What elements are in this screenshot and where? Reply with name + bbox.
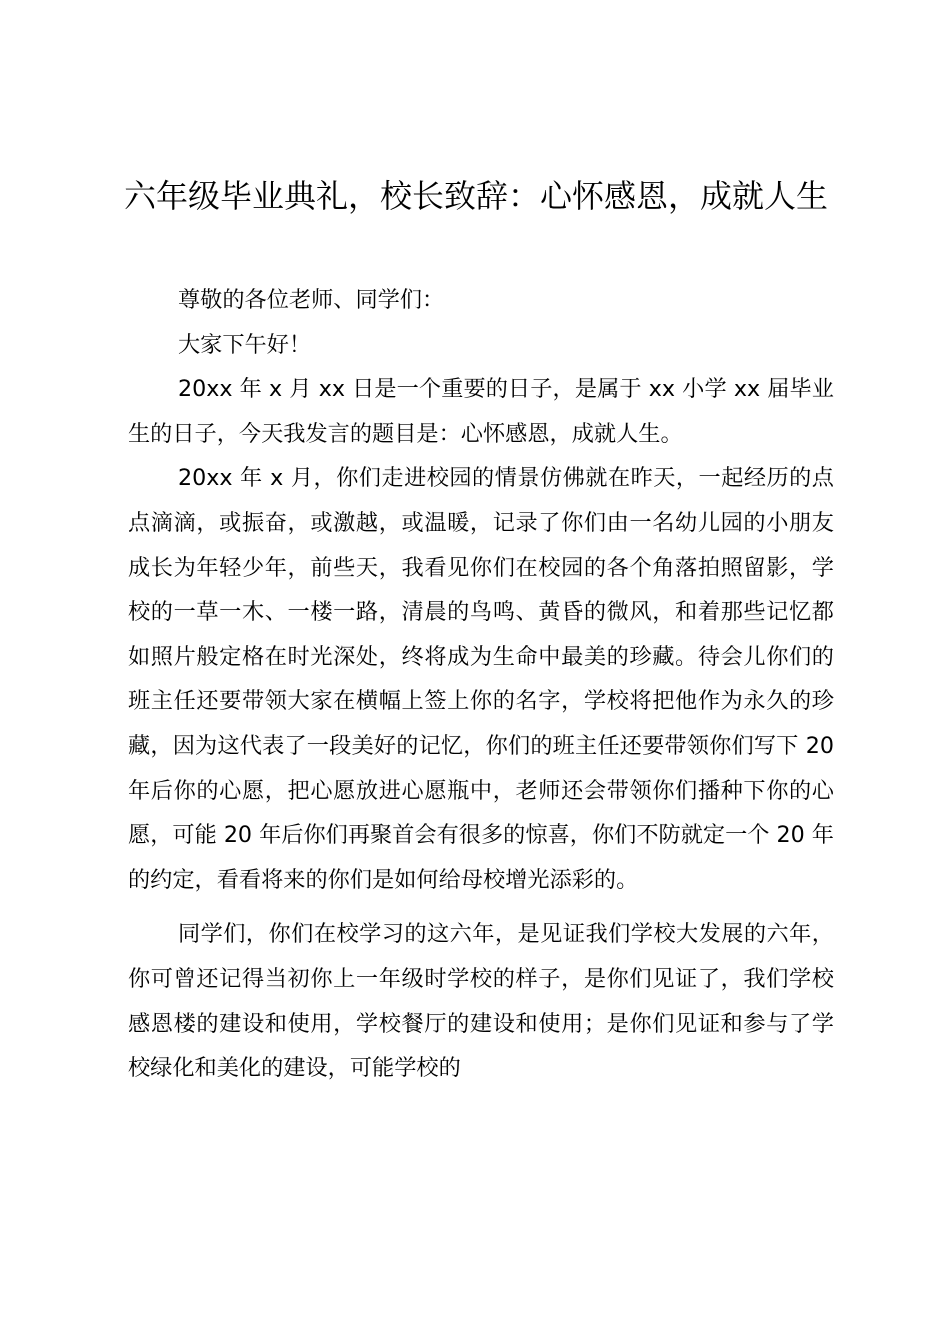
document-body xyxy=(128,278,834,1091)
greeting-paragraph: 大家下午好！ xyxy=(178,331,312,358)
body-paragraph-six-years: 同学们，你们在校学习的这六年，是见证我们学校大发展的六年，你可曾还记得当初你上一年级时学校的样子，是你们见证了，我们学校感恩楼的建设和使用，学校餐厅的建设和使用；是你们见证和参与了学校绿化和美化的建设，可能学校的 xyxy=(128,921,834,1082)
document-title: 六年级毕业典礼，校长致辞：心怀感恩，成就人生 xyxy=(123,177,828,215)
body-paragraph-memories: 20xx 年 x 月，你们走进校园的情景仿佛就在昨天，一起经历的点点滴滴，或振奋，或激越，或温暖，记录了你们由一名幼儿园的小朋友成长为年轻少年，前些天，我看见你们在校园的各个角落拍照留影，学校的一草一木、一楼一路，清晨的鸟鸣、黄昏的微风，和着那些记忆都如照片般定格在时光深处，终将成为生命中最美的珍藏。待会儿你们的班主任还要带领大家在横幅上签上你的名字，学校将把他作为永久的珍藏，因为这代表了一段美好的记忆，你们的班主任还要带领你们写下 20 年后你的心愿，把心愿放进心愿瓶中，老师还会带领你们播种下你的心愿，可能 20 年后你们再聚首会有很多的惊喜，你们不防就定一个 20 年的约定，看看将来的你们是如何给母校增光添彩的。 xyxy=(128,465,834,893)
body-paragraph-date: 20xx 年 x 月 xx 日是一个重要的日子，是属于 xx 小学 xx 届毕业生的日子，今天我发言的题目是：心怀感恩，成就人生。 xyxy=(128,376,834,447)
salutation-paragraph: 尊敬的各位老师、同学们： xyxy=(178,287,445,313)
